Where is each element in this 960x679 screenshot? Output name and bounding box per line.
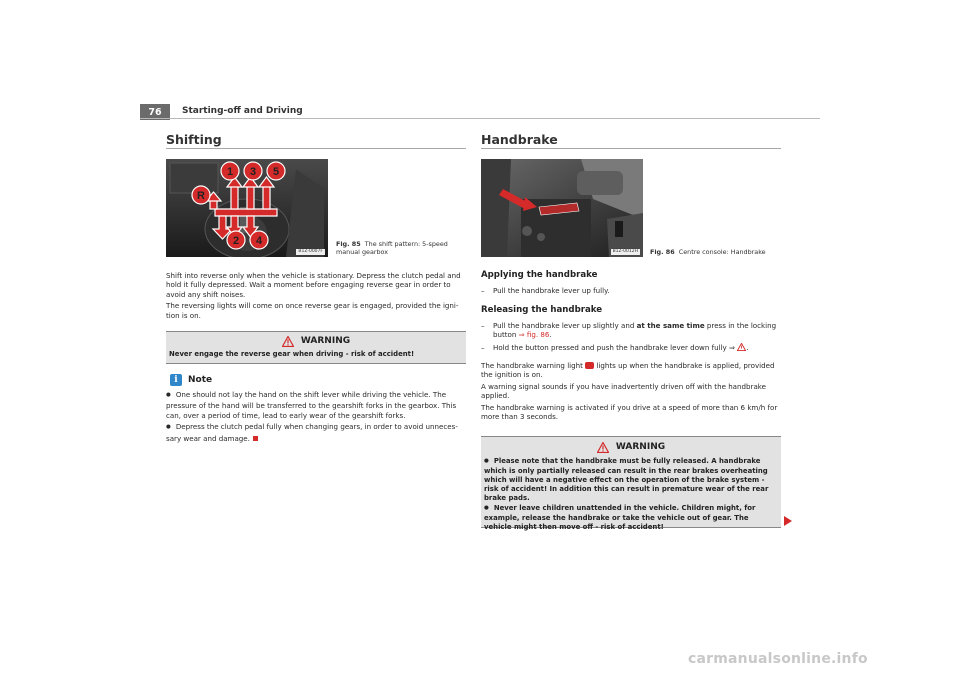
continue-arrow-icon	[784, 516, 792, 526]
figure-handbrake	[481, 159, 643, 257]
heading-rule-right	[481, 148, 781, 149]
info-icon: i	[170, 374, 182, 386]
warning-header	[166, 332, 466, 350]
warning-triangle-icon	[282, 336, 294, 347]
section-end-mark	[253, 436, 258, 441]
caption-label: Fig. 86	[650, 248, 675, 256]
warning-box-handbrake	[481, 436, 781, 531]
page-number: 76	[140, 104, 170, 120]
figure-reference-link[interactable]: ⇒ fig. 86	[518, 330, 550, 340]
note-header	[170, 374, 212, 386]
note-item: ● Depress the clutch pedal fully when changing gears, in order to avoid unneces-sary wear and damage.	[166, 422, 466, 443]
figure-shift-pattern	[166, 159, 328, 257]
warning-item: ● Never leave children unattended in the vehicle. Children might, for example, release the handbrake or take the vehicle out of gear. The vehicle might then move off - risk of accident!	[484, 504, 778, 532]
step-release-1: – Pull the handbrake lever up slightly and at the same time press in the locking button ⇒ fig. 86.	[481, 321, 777, 340]
note-item: ● One should not lay the hand on the shift lever while driving the vehicle. The pressure of the hand will be transferred to the gearshift forks in the gearbox. This can, over a period of time, lead to early wear of the gearshift forks.	[166, 390, 466, 420]
warning-item: ● Please note that the handbrake must be fully released. A handbrake which is only partially released can result in the rear brakes overheating which will have a negative effect on the operation of the brake system - risk of accident! In addition this can result in premature wear of the rear brake pads.	[484, 457, 778, 503]
gear-label-r: R	[197, 190, 205, 202]
note-title: Note	[188, 375, 213, 385]
step-apply: – Pull the handbrake lever up fully.	[481, 286, 610, 295]
handbrake-warning-light-icon	[585, 362, 594, 369]
shifting-body	[166, 271, 466, 322]
step-text: Pull the handbrake lever up fully.	[493, 286, 610, 295]
warning-title: WARNING	[615, 442, 666, 452]
heading-handbrake: Handbrake	[481, 132, 558, 147]
warning-header	[481, 437, 781, 457]
note-body	[166, 390, 466, 445]
warning-reference-icon[interactable]	[737, 343, 746, 351]
paragraph: A warning signal sounds if you have inadvertently driven off with the handbrake applied.	[481, 381, 767, 401]
warning-box-reverse	[166, 331, 466, 364]
caption-text: The shift pattern: 5-speed manual gearbox	[336, 240, 448, 256]
section-title: Starting-off and Driving	[182, 106, 303, 116]
paragraph: Shift into reverse only when the vehicle is stationary. Depress the clutch pedal and hold it fully depressed. Wait a moment before engaging reverse gear in order to avoid any shift noises.	[166, 271, 461, 299]
gear-label-5: 5	[272, 166, 280, 178]
gear-label-3: 3	[249, 166, 257, 178]
header-rule	[140, 118, 820, 119]
paragraph: The handbrake warning is activated if you drive at a speed of more than 6 km/h for more than 3 seconds.	[481, 402, 778, 422]
paragraph: The reversing lights will come on once reverse gear is engaged, provided the igni-tion is on.	[166, 301, 459, 320]
footer-watermark: carmanualsonline.info	[688, 651, 868, 667]
warning-text: Never engage the reverse gear when driving - risk of accident!	[169, 350, 415, 358]
figure-code: B1Z-0007F	[298, 249, 323, 254]
figure-caption-85	[336, 240, 461, 256]
step-release-2: – Hold the button pressed and push the handbrake lever down fully ⇒ .	[481, 343, 749, 352]
gear-label-2: 2	[232, 235, 240, 247]
figure-caption-86	[650, 248, 780, 256]
caption-text: Centre console: Handbrake	[678, 248, 766, 256]
handbrake-body	[481, 361, 781, 423]
caption-label: Fig. 85	[336, 240, 361, 248]
paragraph: The handbrake warning light lights up when the handbrake is applied, provided the ignition is on.	[481, 361, 775, 380]
warning-triangle-icon	[597, 442, 609, 453]
subheading-applying: Applying the handbrake	[481, 270, 598, 280]
heading-rule-left	[166, 148, 466, 149]
warning-list	[481, 457, 781, 536]
gear-label-1: 1	[226, 166, 234, 178]
warning-title: WARNING	[300, 336, 351, 346]
gear-label-4: 4	[255, 235, 263, 247]
subheading-releasing: Releasing the handbrake	[481, 305, 603, 315]
heading-shifting: Shifting	[166, 132, 222, 147]
figure-code: B1Z-0012H	[612, 249, 638, 254]
